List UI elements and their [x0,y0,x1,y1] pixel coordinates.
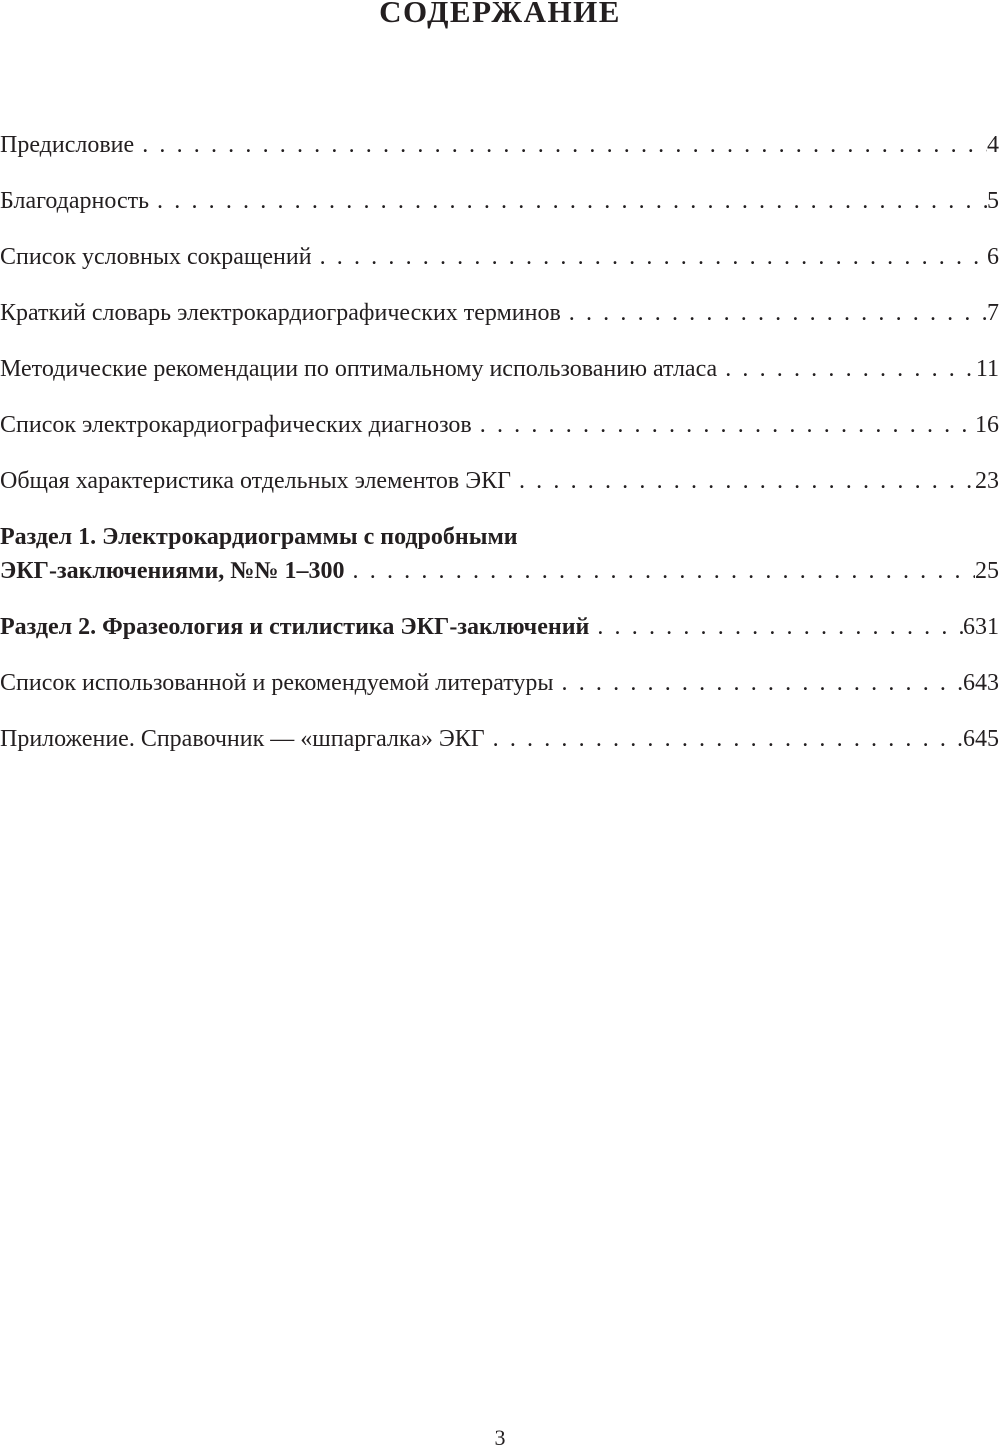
toc-entry-page: 643 [963,670,999,696]
dot-leader [717,352,976,386]
toc-entry-title: Предисловие [0,132,135,158]
dot-leader [554,666,963,700]
toc-entry-title: Благодарность [0,188,150,214]
toc-entry-title-line-2: ЭКГ-заключениями, №№ 1–300 [0,558,345,584]
toc-entry-references[interactable] [0,666,999,700]
dot-leader [589,610,963,644]
toc-entry-diagnoses[interactable] [0,408,999,442]
toc-entry-page: 5 [987,188,999,214]
toc-entry-ecg-elements[interactable] [0,464,999,498]
toc-entry-section-2[interactable] [0,610,999,644]
table-of-contents [0,128,999,778]
dot-leader [149,184,987,218]
toc-entry-title: Раздел 2. Фразеология и стилистика ЭКГ-заключений [0,614,590,640]
toc-entry-title: Приложение. Справочник — «шпаргалка» ЭКГ [0,726,485,752]
dot-leader [472,408,975,442]
toc-entry-page: 25 [975,558,999,584]
toc-entry-glossary[interactable] [0,296,999,330]
toc-entry-page: 16 [975,412,999,438]
dot-leader [134,128,987,162]
toc-entry-page: 11 [975,356,999,382]
dot-leader [511,464,975,498]
dot-leader [312,240,987,274]
toc-entry-page: 4 [987,132,999,158]
toc-entry-title: Краткий словарь электрокардиографических терминов [0,300,561,326]
toc-entry-page: 645 [963,726,999,752]
toc-entry-abbreviations[interactable] [0,240,999,274]
toc-entry-title: Список электрокардиографических диагнозов [0,412,472,438]
page-title: СОДЕРЖАНИЕ [379,0,621,29]
dot-leader [485,722,963,756]
toc-entry-guidelines[interactable] [0,352,999,386]
toc-entry-title: Общая характеристика отдельных элементов ЭКГ [0,468,511,494]
toc-entry-page: 23 [975,468,999,494]
toc-entry-title: Список использованной и рекомендуемой литературы [0,670,554,696]
toc-entry-section-1[interactable] [0,520,999,588]
toc-entry-title-line-1: Раздел 1. Электрокардиограммы с подробными [0,524,518,550]
toc-entry-page: 6 [987,244,999,270]
toc-entry-page: 631 [963,614,999,640]
toc-entry-title: Методические рекомендации по оптимальному использованию атласа [0,356,718,382]
toc-entry-acknowledgements[interactable] [0,184,999,218]
page-number: 3 [494,1425,506,1450]
dot-leader [561,296,987,330]
toc-entry-appendix[interactable] [0,722,999,756]
toc-entry-title: Список условных сокращений [0,244,312,270]
dot-leader [345,554,975,588]
toc-entry-preface[interactable] [0,128,999,162]
toc-entry-page: 7 [987,300,999,326]
